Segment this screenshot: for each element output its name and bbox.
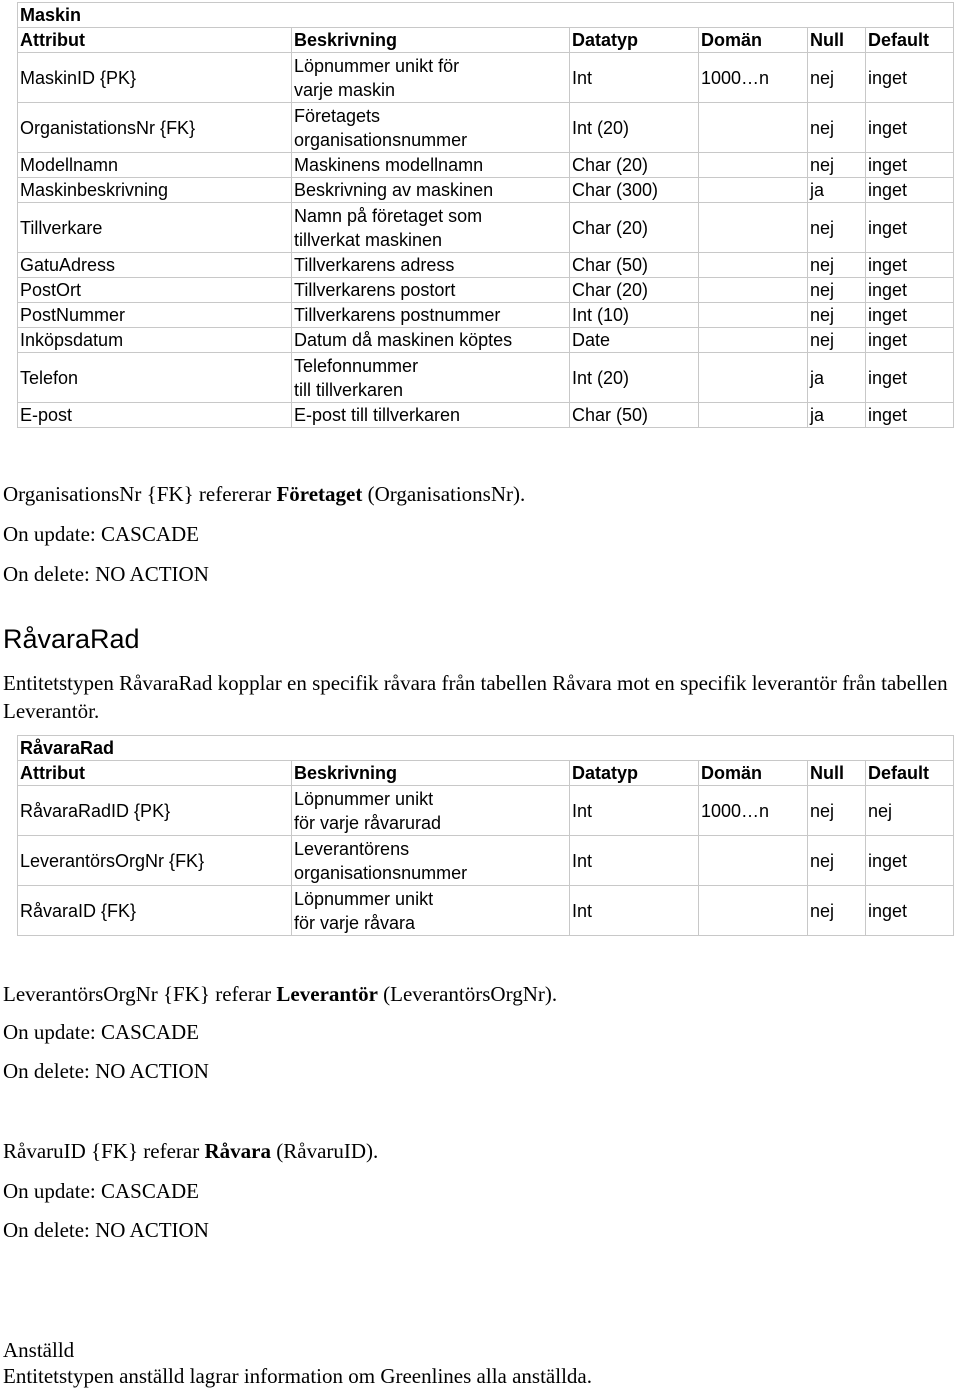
cell-datatyp: Int	[570, 786, 699, 836]
cell-doman	[699, 253, 808, 278]
cell-doman	[699, 403, 808, 428]
section-description: Entitetstypen anställd lagrar information om Greenlines alla anställda.	[3, 1364, 592, 1388]
description-line: tillverkat maskinen	[294, 229, 443, 250]
ravararad-table	[17, 735, 954, 936]
description-line: organisationsnummer	[294, 862, 468, 883]
on-update-rule: On update: CASCADE	[3, 1179, 199, 1203]
table-row	[18, 278, 954, 303]
cell-default: inget	[866, 278, 954, 303]
table-row	[18, 303, 954, 328]
cell-default: inget	[866, 886, 954, 936]
description-line: Tillverkarens postnummer	[294, 305, 501, 325]
cell-datatyp: Int (10)	[570, 303, 699, 328]
column-header-null: Null	[808, 761, 866, 786]
cell-doman	[699, 203, 808, 253]
on-delete-rule: On delete: NO ACTION	[3, 1218, 209, 1242]
cell-attribut: Telefon	[18, 353, 292, 403]
cell-doman	[699, 303, 808, 328]
referenced-table: Råvara	[204, 1139, 271, 1163]
cell-attribut: Modellnamn	[18, 153, 292, 178]
cell-beskrivning	[292, 786, 570, 836]
cell-attribut: RåvaraRadID {PK}	[18, 786, 292, 836]
cell-beskrivning	[292, 886, 570, 936]
table-row	[18, 403, 954, 428]
cell-attribut: OrganistationsNr {FK}	[18, 103, 292, 153]
cell-attribut: LeverantörsOrgNr {FK}	[18, 836, 292, 886]
cell-null: ja	[808, 353, 866, 403]
cell-default: inget	[866, 153, 954, 178]
fk-reference-line: OrganisationsNr {FK} refererar Företaget (OrganisationsNr).	[3, 482, 526, 506]
cell-doman	[699, 178, 808, 203]
description-line: för varje råvara	[294, 912, 416, 933]
column-header-default: Default	[866, 28, 954, 53]
table-row	[18, 328, 954, 353]
cell-beskrivning	[292, 178, 570, 203]
table-row	[18, 786, 954, 836]
cell-default: nej	[866, 786, 954, 836]
cell-default: inget	[866, 403, 954, 428]
description-line: Löpnummer unikt för	[294, 55, 460, 76]
cell-beskrivning	[292, 203, 570, 253]
cell-datatyp: Int (20)	[570, 353, 699, 403]
cell-attribut: E-post	[18, 403, 292, 428]
description-line: E-post till tillverkaren	[294, 405, 461, 425]
cell-default: inget	[866, 103, 954, 153]
cell-null: ja	[808, 178, 866, 203]
cell-datatyp: Char (50)	[570, 403, 699, 428]
cell-doman: 1000…n	[699, 786, 808, 836]
cell-datatyp: Char (20)	[570, 153, 699, 178]
description-line: Datum då maskinen köptes	[294, 330, 513, 350]
description-line: Telefonnummer	[294, 355, 419, 376]
description-line: Löpnummer unikt	[294, 788, 434, 809]
column-header-default: Default	[866, 761, 954, 786]
table-title: Maskin	[18, 3, 954, 28]
cell-null: nej	[808, 203, 866, 253]
cell-default: inget	[866, 178, 954, 203]
cell-null: nej	[808, 103, 866, 153]
table-row	[18, 153, 954, 178]
table-row	[18, 836, 954, 886]
table-row	[18, 178, 954, 203]
section-description: Entitetstypen RåvaraRad kopplar en specifik råvara från tabellen Råvara mot en specifik leverantör från tabellen Leverantör.	[3, 671, 948, 723]
table-row	[18, 353, 954, 403]
cell-null: nej	[808, 786, 866, 836]
table-header-row	[18, 28, 954, 53]
maskin-table	[17, 2, 954, 428]
cell-beskrivning	[292, 328, 570, 353]
cell-beskrivning	[292, 153, 570, 178]
cell-datatyp: Char (300)	[570, 178, 699, 203]
cell-attribut: Inköpsdatum	[18, 328, 292, 353]
description-line: Leverantörens	[294, 838, 410, 859]
cell-doman	[699, 328, 808, 353]
cell-beskrivning	[292, 253, 570, 278]
cell-doman	[699, 278, 808, 303]
cell-default: inget	[866, 253, 954, 278]
fk-reference-line: RåvaruID {FK} referar Råvara (RåvaruID).	[3, 1139, 379, 1163]
cell-default: inget	[866, 836, 954, 886]
cell-attribut: Tillverkare	[18, 203, 292, 253]
cell-default: inget	[866, 303, 954, 328]
cell-beskrivning	[292, 403, 570, 428]
cell-null: nej	[808, 53, 866, 103]
cell-datatyp: Int	[570, 886, 699, 936]
description-line: Tillverkarens postort	[294, 280, 456, 300]
table-title: RåvaraRad	[18, 736, 954, 761]
table-row	[18, 203, 954, 253]
section-heading: Anställd	[3, 1338, 75, 1362]
cell-beskrivning	[292, 103, 570, 153]
description-line: Löpnummer unikt	[294, 888, 434, 909]
cell-attribut: GatuAdress	[18, 253, 292, 278]
column-header-null: Null	[808, 28, 866, 53]
cell-null: nej	[808, 153, 866, 178]
description-line: Maskinens modellnamn	[294, 155, 484, 175]
cell-doman	[699, 886, 808, 936]
table-row	[18, 886, 954, 936]
table-row	[18, 253, 954, 278]
description-line: organisationsnummer	[294, 129, 468, 150]
referenced-table: Leverantör	[276, 982, 378, 1006]
description-line: Tillverkarens adress	[294, 255, 455, 275]
cell-null: nej	[808, 886, 866, 936]
section-heading: RåvaraRad	[3, 624, 140, 654]
cell-beskrivning	[292, 278, 570, 303]
cell-attribut: MaskinID {PK}	[18, 53, 292, 103]
cell-datatyp: Char (20)	[570, 278, 699, 303]
description-line: till tillverkaren	[294, 379, 404, 400]
cell-datatyp: Char (20)	[570, 203, 699, 253]
cell-null: nej	[808, 278, 866, 303]
cell-doman	[699, 353, 808, 403]
cell-datatyp: Int	[570, 53, 699, 103]
cell-attribut: PostNummer	[18, 303, 292, 328]
table-row	[18, 103, 954, 153]
cell-null: nej	[808, 328, 866, 353]
column-header-datatyp: Datatyp	[570, 761, 699, 786]
cell-default: inget	[866, 328, 954, 353]
cell-attribut: RåvaraID {FK}	[18, 886, 292, 936]
column-header-doman: Domän	[699, 28, 808, 53]
table-header-row	[18, 761, 954, 786]
cell-doman	[699, 836, 808, 886]
cell-datatyp: Date	[570, 328, 699, 353]
column-header-beskrivning: Beskrivning	[292, 761, 570, 786]
description-line: Namn på företaget som	[294, 205, 483, 226]
cell-default: inget	[866, 353, 954, 403]
cell-beskrivning	[292, 836, 570, 886]
cell-null: nej	[808, 253, 866, 278]
cell-default: inget	[866, 203, 954, 253]
referenced-table: Företaget	[276, 482, 363, 506]
column-header-doman: Domän	[699, 761, 808, 786]
description-line: för varje råvarurad	[294, 812, 442, 833]
cell-attribut: PostOrt	[18, 278, 292, 303]
on-update-rule: On update: CASCADE	[3, 522, 199, 546]
on-delete-rule: On delete: NO ACTION	[3, 1059, 209, 1083]
cell-null: nej	[808, 836, 866, 886]
description-line: varje maskin	[294, 79, 396, 100]
column-header-attribut: Attribut	[18, 28, 292, 53]
on-update-rule: On update: CASCADE	[3, 1020, 199, 1044]
table-row	[18, 53, 954, 103]
column-header-attribut: Attribut	[18, 761, 292, 786]
cell-datatyp: Int	[570, 836, 699, 886]
cell-datatyp: Char (50)	[570, 253, 699, 278]
cell-beskrivning	[292, 303, 570, 328]
cell-doman: 1000…n	[699, 53, 808, 103]
cell-doman	[699, 103, 808, 153]
cell-beskrivning	[292, 353, 570, 403]
cell-null: ja	[808, 403, 866, 428]
cell-doman	[699, 153, 808, 178]
cell-attribut: Maskinbeskrivning	[18, 178, 292, 203]
description-line: Företagets	[294, 105, 381, 126]
column-header-datatyp: Datatyp	[570, 28, 699, 53]
description-line: Beskrivning av maskinen	[294, 180, 494, 200]
fk-reference-line: LeverantörsOrgNr {FK} referar Leverantör (LeverantörsOrgNr).	[3, 982, 558, 1006]
cell-datatyp: Int (20)	[570, 103, 699, 153]
cell-null: nej	[808, 303, 866, 328]
cell-beskrivning	[292, 53, 570, 103]
column-header-beskrivning: Beskrivning	[292, 28, 570, 53]
cell-default: inget	[866, 53, 954, 103]
on-delete-rule: On delete: NO ACTION	[3, 562, 209, 586]
